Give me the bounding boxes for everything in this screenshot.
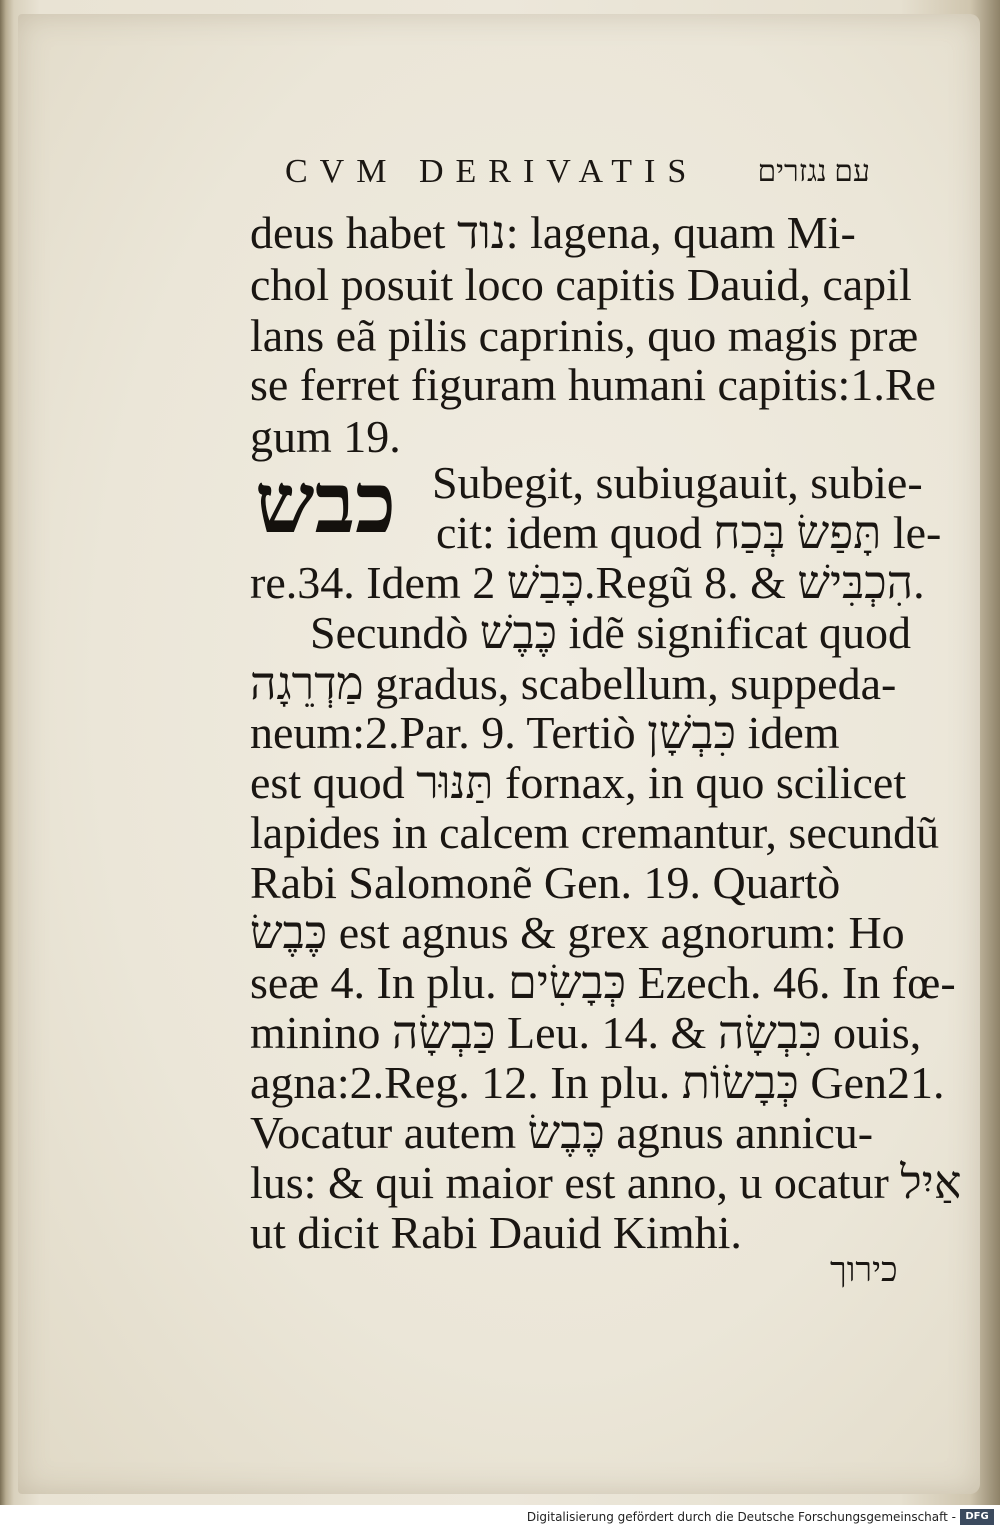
text-line: re.34. Idem כָּבַשׁ 2.Regũ 8. & הִכְבִּישׁ.: [250, 557, 925, 608]
running-head: [285, 153, 885, 201]
text-line: Vocatur autem כֶּבֶשׂ agnus annicu-: [250, 1107, 874, 1158]
text-line: מַדְרֵגָה gradus, scabellum, suppeda-: [250, 658, 897, 709]
running-head-hebrew: עם נגזרים: [757, 155, 870, 188]
text-line: cit: idem quod תָּפַשׂ בְּכַח le-: [436, 507, 942, 558]
text-line: lans eã pilis caprinis, quo magis præ: [250, 310, 919, 361]
catchword: כירוך: [830, 1252, 898, 1289]
funding-credit: Digitalisierung gefördert durch die Deutsche Forschungsgemeinschaft -: [526, 1510, 956, 1524]
text-line: lus: & qui maior est anno, u ocatur אַיִל: [250, 1157, 962, 1208]
dfg-logo: DFG: [960, 1509, 994, 1525]
text-line: est quod תַּנּוּר fornax, in quo scilicet: [250, 757, 907, 808]
text-line: se ferret figuram humani capitis:1.Re: [250, 359, 936, 410]
text-line: כֶּבֶשׂ est agnus & grex agnorum: Ho: [250, 907, 905, 958]
text-line: chol posuit loco capitis Dauid, capil: [250, 259, 912, 310]
text-line: seæ 4. In plu. כְּבָשִׂים Ezech. 46. In fœ-: [250, 957, 956, 1008]
digitization-footer: [0, 1505, 1000, 1529]
entry-headword: כבש: [255, 458, 397, 551]
running-head-latin: CVM DERIVATIS: [285, 153, 699, 190]
text-line: Secundò כֶּבֶשׁ idẽ significat quod: [310, 607, 912, 658]
text-line: Rabi Salomonẽ Gen. 19. Quartò: [250, 857, 841, 908]
text-line: gum 19.: [250, 411, 401, 462]
text-line: minino כַּבְשָׂה Leu. 14. & כִּבְשָׂה ouis,: [250, 1007, 922, 1058]
text-line: ut dicit Rabi Dauid Kimhi.: [250, 1207, 742, 1258]
text-line: neum:2.Par. 9. Tertiò כִּבְשָׁן idem: [250, 707, 840, 758]
text-line: agna:2.Reg. 12. In plu. כְּבָשׂוֹת Gen21.: [250, 1057, 945, 1108]
text-line: lapides in calcem cremantur, secundũ: [250, 807, 940, 858]
text-line: deus habet נוד: lagena, quam Mi-: [250, 207, 856, 258]
text-line: Subegit, subiugauit, subie-: [432, 457, 923, 508]
